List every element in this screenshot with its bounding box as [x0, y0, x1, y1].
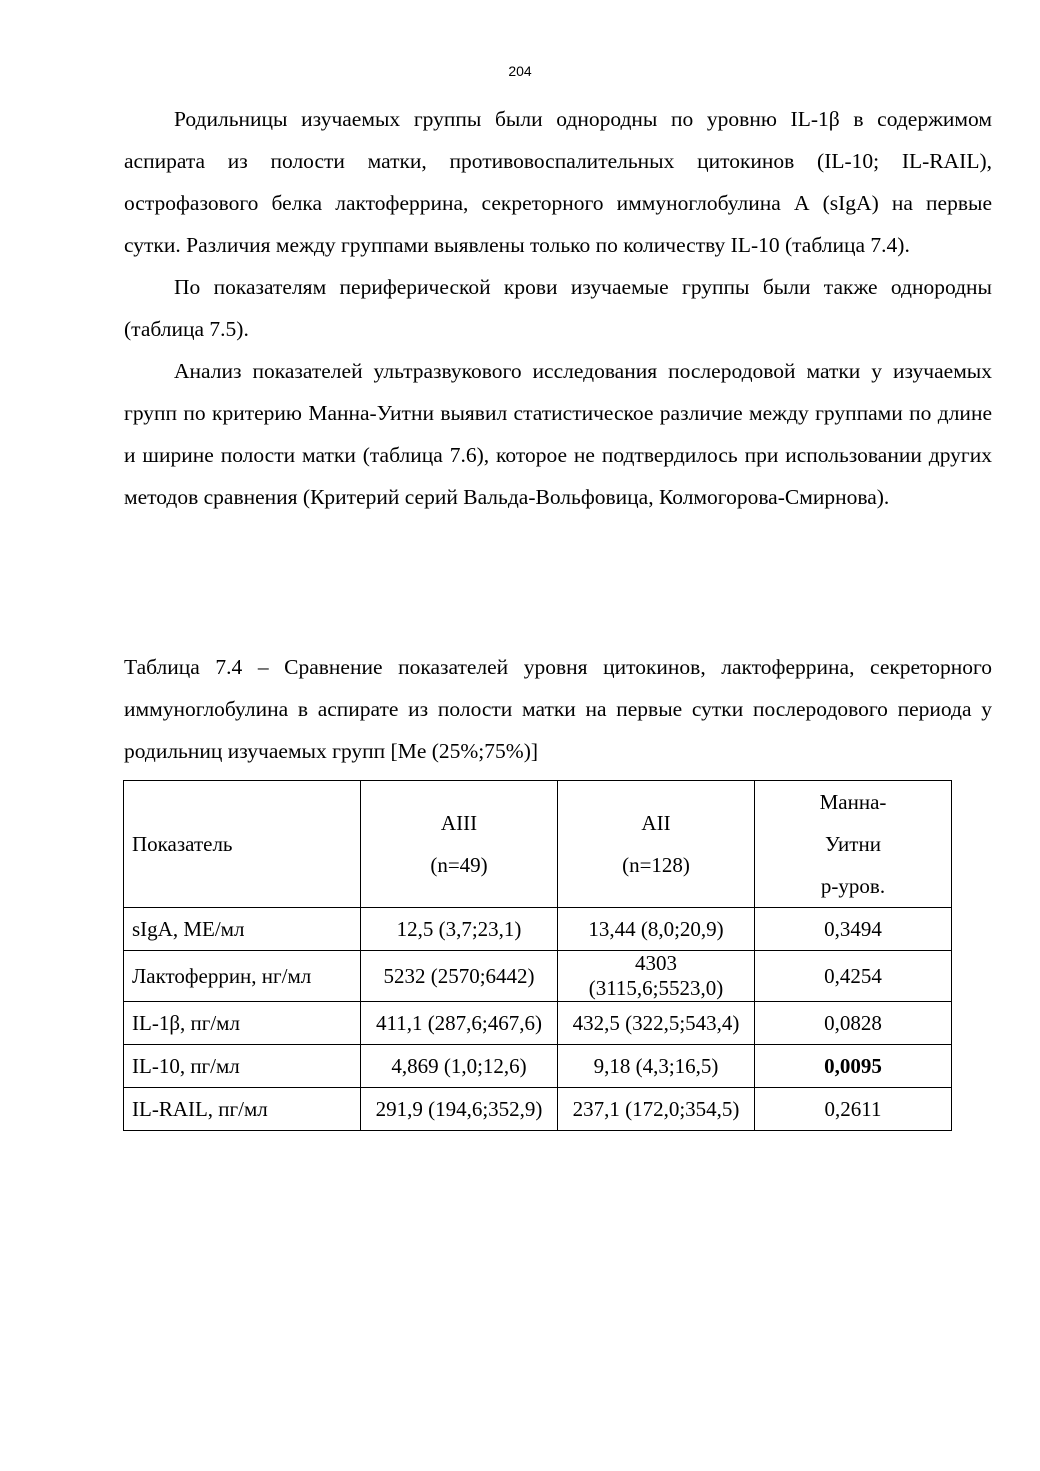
header-group-a2-name: АII [641, 811, 671, 835]
table-row [124, 908, 952, 951]
paragraph-3: Анализ показателей ультразвукового исследования послеродовой матки у изучаемых групп по критерию Манна-Уитни выявил статистическое различие между группами по длине и ширине полости матки (таблица 7.6), которое не подтвердилось при использовании других методов сравнения (Критерий серий Вальда-Вольфовица, Колмогорова-Смирнова). [124, 359, 992, 509]
page-number: 204 [508, 63, 532, 79]
cell-a3: 5232 (2570;6442) [361, 951, 558, 1002]
header-p-line3: p-уров. [820, 874, 886, 898]
cell-indicator: IL-10, пг/мл [124, 1045, 361, 1088]
table-header-row [124, 781, 952, 908]
table-row [124, 1045, 952, 1088]
header-p-line1: Манна- [819, 790, 887, 814]
cell-a2: 237,1 (172,0;354,5) [558, 1088, 755, 1131]
cell-p: 0,2611 [755, 1088, 952, 1131]
cell-a3: 4,869 (1,0;12,6) [361, 1045, 558, 1088]
cell-indicator: IL-RAIL, пг/мл [124, 1088, 361, 1131]
table-caption: Таблица 7.4 – Сравнение показателей уровня цитокинов, лактоферрина, секреторного иммуноглобулина в аспирате из полости матки на первые сутки послеродового периода у родильниц изучаемых групп [Me (25%;75%)] [124, 655, 992, 763]
cell-indicator: sIgA, МЕ/мл [124, 908, 361, 951]
cell-indicator: IL-1β, пг/мл [124, 1002, 361, 1045]
table-row [124, 1088, 952, 1131]
cell-p-significant: 0,0095 [755, 1045, 952, 1088]
table-row [124, 1002, 952, 1045]
header-group-a3-n: (n=49) [430, 853, 488, 877]
cell-a3: 411,1 (287,6;467,6) [361, 1002, 558, 1045]
header-p-line2: Уитни [825, 832, 881, 856]
cell-a2: 13,44 (8,0;20,9) [558, 908, 755, 951]
data-table [123, 780, 952, 1131]
header-group-a3 [361, 781, 558, 908]
cell-a2: 432,5 (322,5;543,4) [558, 1002, 755, 1045]
cell-a3: 12,5 (3,7;23,1) [361, 908, 558, 951]
cell-p: 0,3494 [755, 908, 952, 951]
cell-p: 0,0828 [755, 1002, 952, 1045]
header-p-value [755, 781, 952, 908]
header-group-a2 [558, 781, 755, 908]
header-group-a3-name: АIII [440, 811, 478, 835]
paragraph-2: По показателям периферической крови изучаемые группы были также однородны (таблица 7.5). [124, 275, 992, 341]
cell-indicator: Лактоферрин, нг/мл [124, 951, 361, 1002]
body-text [124, 98, 992, 518]
header-indicator: Показатель [124, 781, 361, 908]
table-row [124, 951, 952, 1002]
cell-a2: 9,18 (4,3;16,5) [558, 1045, 755, 1088]
cell-p: 0,4254 [755, 951, 952, 1002]
paragraph-1: Родильницы изучаемых группы были однородны по уровню IL-1β в содержимом аспирата из полости матки, противовоспалительных цитокинов (IL-10; IL-RAIL), острофазового белка лактоферрина, секреторного иммуноглобулина А (sIgA) на первые сутки. Различия между группами выявлены только по количеству IL-10 (таблица 7.4). [124, 107, 992, 257]
cell-a2: 4303 (3115,6;5523,0) [558, 951, 755, 1002]
cell-a3: 291,9 (194,6;352,9) [361, 1088, 558, 1131]
header-group-a2-n: (n=128) [622, 853, 690, 877]
